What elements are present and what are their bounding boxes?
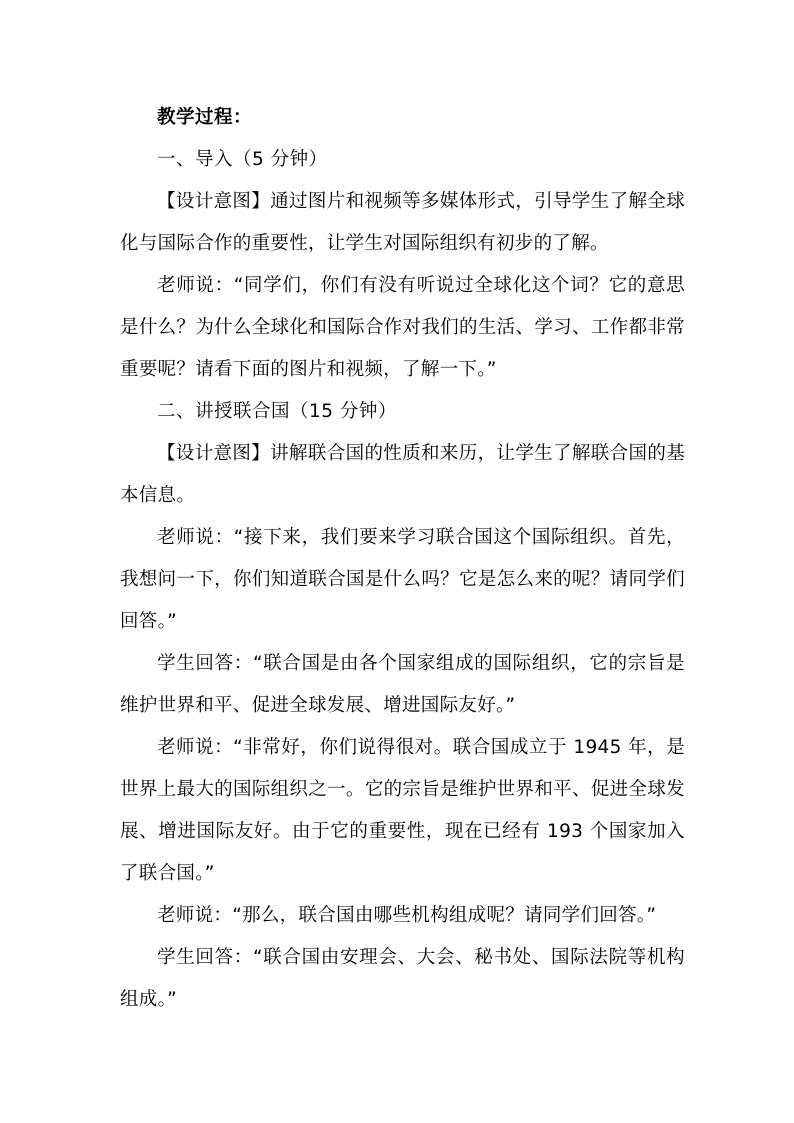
paragraph-teacher-intro: 老师说：“同学们，你们有没有听说过全球化这个词？它的意思是什么？为什么全球化和国际合作对我们的生活、学习、工作都非常重要呢？请看下面的图片和视频，了解一下。”: [120, 275, 685, 380]
paragraph-design-intent-intro: 【设计意图】通过图片和视频等多媒体形式，引导学生了解全球化与国际合作的重要性，让学生对国际组织有初步的了解。: [120, 191, 685, 254]
paragraph-student-answer-2: 学生回答：“联合国由安理会、大会、秘书处、国际法院等机构组成。”: [120, 947, 685, 1010]
paragraph-teacher-question-2: 老师说：“那么，联合国由哪些机构组成呢？请同学们回答。”: [157, 905, 657, 926]
section-title-un: 二、讲授联合国（15 分钟）: [157, 401, 397, 422]
paragraph-teacher-response: 老师说：“非常好，你们说得很对。联合国成立于 1945 年，是世界上最大的国际组织之一。它的宗旨是维护世界和平、促进全球发展、增进国际友好。由于它的重要性，现在已经有 193 个国家加入了联合国。”: [120, 737, 685, 884]
page-heading: 教学过程：: [157, 107, 253, 128]
section-title-intro: 一、导入（5 分钟）: [157, 149, 328, 170]
paragraph-student-answer-1: 学生回答：“联合国是由各个国家组成的国际组织，它的宗旨是维护世界和平、促进全球发展、增进国际友好。”: [120, 653, 685, 716]
document-body: [120, 97, 685, 1021]
paragraph-design-intent-un: 【设计意图】讲解联合国的性质和来历，让学生了解联合国的基本信息。: [120, 443, 685, 506]
paragraph-teacher-question-1: 老师说：“接下来，我们要来学习联合国这个国际组织。首先，我想问一下，你们知道联合国是什么吗？它是怎么来的呢？请同学们回答。”: [120, 527, 685, 632]
